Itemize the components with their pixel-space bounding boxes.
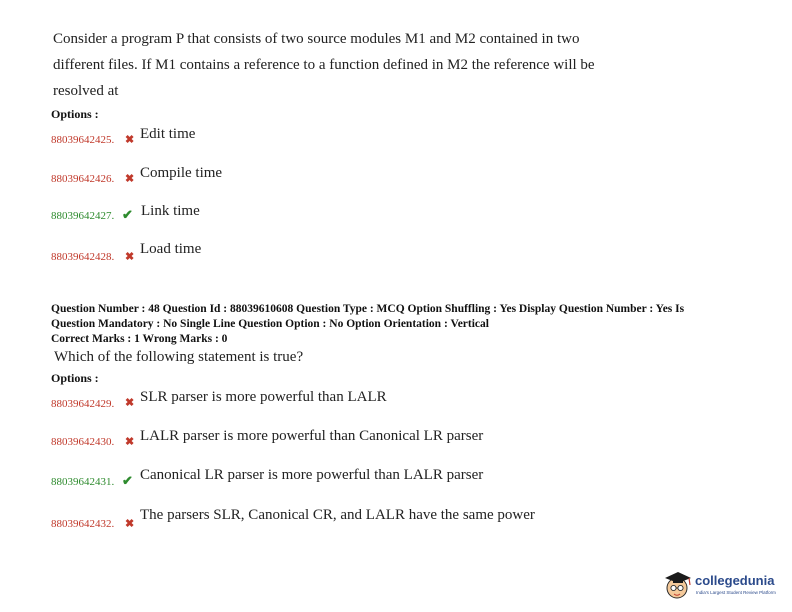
meta-line: Correct Marks : 1 Wrong Marks : 0	[51, 333, 228, 345]
logo-name: collegedunia	[695, 573, 775, 588]
question-1-text: Consider a program P that consists of two source modules M1 and M2 contained in two different files. If M1 contains a reference to a function defined in M2 the reference will be resolved at	[53, 31, 595, 99]
option-id: 88039642427.	[51, 210, 115, 222]
question-2-text: Which of the following statement is true?	[54, 349, 304, 365]
option-id: 88039642425.	[51, 134, 115, 146]
check-mark-icon: ✔	[122, 473, 133, 488]
graduate-mascot-icon	[663, 569, 693, 603]
option-id: 88039642429.	[51, 398, 115, 410]
q1-options-label: Options :	[51, 107, 99, 121]
option-id: 88039642428.	[51, 251, 115, 263]
option-text: Compile time	[140, 165, 223, 181]
option-text: SLR parser is more powerful than LALR	[140, 389, 387, 405]
option-id: 88039642431.	[51, 476, 115, 488]
option-text: The parsers SLR, Canonical CR, and LALR have the same power	[140, 507, 535, 523]
check-mark-icon: ✔	[122, 207, 133, 222]
meta-line: Question Number : 48 Question Id : 88039610608 Question Type : MCQ Option Shuffling : Yes Display Question Number : Yes Is	[51, 303, 685, 315]
meta-line: Question Mandatory : No Single Line Question Option : No Option Orientation : Vertical	[51, 318, 489, 330]
wrong-mark-icon: ✖	[125, 518, 135, 530]
wrong-mark-icon: ✖	[125, 251, 135, 263]
option-text: Load time	[140, 241, 202, 257]
question-2-metadata	[51, 302, 751, 347]
wrong-mark-icon: ✖	[125, 134, 135, 146]
option-text: Edit time	[140, 126, 196, 142]
option-id: 88039642432.	[51, 518, 115, 530]
q2-options-label: Options :	[51, 371, 99, 385]
wrong-mark-icon: ✖	[125, 397, 135, 409]
option-id: 88039642430.	[51, 436, 115, 448]
collegedunia-logo	[663, 569, 788, 605]
logo-tagline: India's Largest Student Review Platform	[696, 590, 776, 595]
option-text: LALR parser is more powerful than Canonical LR parser	[140, 428, 484, 444]
option-text: Link time	[141, 203, 200, 219]
option-text: Canonical LR parser is more powerful than LALR parser	[140, 467, 484, 483]
option-id: 88039642426.	[51, 173, 115, 185]
wrong-mark-icon: ✖	[125, 173, 135, 185]
wrong-mark-icon: ✖	[125, 436, 135, 448]
